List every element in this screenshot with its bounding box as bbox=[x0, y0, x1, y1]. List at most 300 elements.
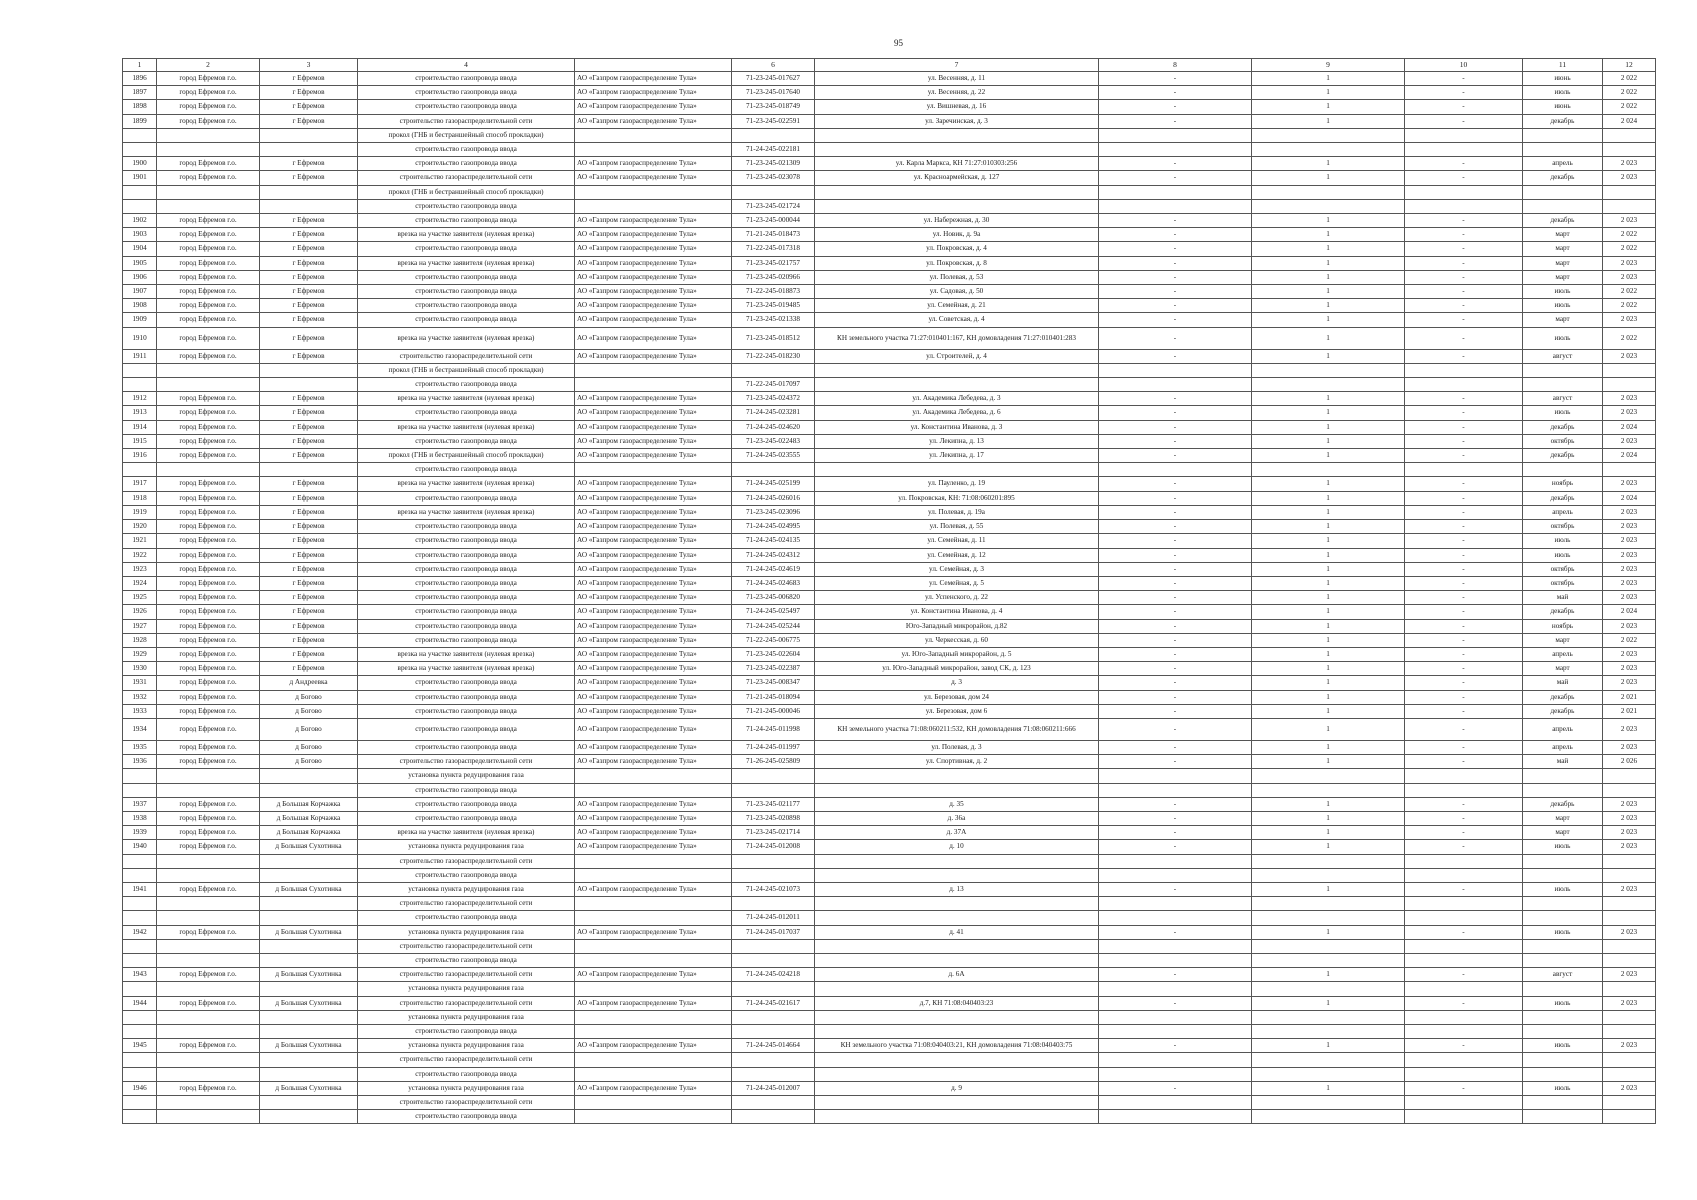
locality-cell bbox=[260, 463, 358, 477]
address-cell: ул. Новик, д. 9а bbox=[815, 228, 1099, 242]
col9-cell: 1 bbox=[1252, 520, 1405, 534]
col10-cell: - bbox=[1405, 214, 1523, 228]
organization-cell: АО «Газпром газораспределение Тула» bbox=[575, 548, 732, 562]
address-cell: ул. Набережная, д. 30 bbox=[815, 214, 1099, 228]
year-cell bbox=[1603, 378, 1656, 392]
table-row bbox=[123, 826, 1656, 840]
row-number-cell: 1944 bbox=[123, 996, 157, 1010]
locality-cell: г Ефремов bbox=[260, 157, 358, 171]
code-cell: 71-24-245-024218 bbox=[732, 968, 815, 982]
col8-cell bbox=[1099, 463, 1252, 477]
month-cell: июль bbox=[1523, 285, 1603, 299]
row-number-cell: 1921 bbox=[123, 534, 157, 548]
organization-cell: АО «Газпром газораспределение Тула» bbox=[575, 72, 732, 86]
code-cell: 71-23-245-018512 bbox=[732, 327, 815, 349]
table-row bbox=[123, 797, 1656, 811]
locality-cell: г Ефремов bbox=[260, 591, 358, 605]
col8-cell: - bbox=[1099, 755, 1252, 769]
col8-cell: - bbox=[1099, 676, 1252, 690]
work-type-cell: строительство газопровода ввода bbox=[358, 491, 575, 505]
address-cell: д. 6А bbox=[815, 968, 1099, 982]
row-number-cell bbox=[123, 1110, 157, 1124]
municipality-cell: город Ефремов г.о. bbox=[157, 605, 260, 619]
municipality-cell: город Ефремов г.о. bbox=[157, 299, 260, 313]
col9-cell bbox=[1252, 185, 1405, 199]
month-cell bbox=[1523, 463, 1603, 477]
organization-cell: АО «Газпром газораспределение Тула» bbox=[575, 797, 732, 811]
organization-cell: АО «Газпром газораспределение Тула» bbox=[575, 662, 732, 676]
table-row bbox=[123, 270, 1656, 284]
year-cell: 2 023 bbox=[1603, 1039, 1656, 1053]
work-type-cell: строительство газопровода ввода bbox=[358, 299, 575, 313]
year-cell: 2 023 bbox=[1603, 647, 1656, 661]
table-row bbox=[123, 840, 1656, 854]
row-number-cell bbox=[123, 868, 157, 882]
month-cell: май bbox=[1523, 591, 1603, 605]
month-cell: август bbox=[1523, 392, 1603, 406]
month-cell: апрель bbox=[1523, 740, 1603, 754]
col8-cell: - bbox=[1099, 591, 1252, 605]
col8-cell: - bbox=[1099, 313, 1252, 327]
address-cell: ул. Березовая, дом 24 bbox=[815, 690, 1099, 704]
col8-cell: - bbox=[1099, 285, 1252, 299]
organization-cell bbox=[575, 783, 732, 797]
table-row bbox=[123, 199, 1656, 213]
code-cell bbox=[732, 1025, 815, 1039]
municipality-cell: город Ефремов г.о. bbox=[157, 662, 260, 676]
code-cell bbox=[732, 939, 815, 953]
column-header: 12 bbox=[1603, 59, 1656, 72]
locality-cell: г Ефремов bbox=[260, 449, 358, 463]
col10-cell bbox=[1405, 199, 1523, 213]
table-row bbox=[123, 128, 1656, 142]
col10-cell: - bbox=[1405, 313, 1523, 327]
year-cell: 2 023 bbox=[1603, 313, 1656, 327]
code-cell: 71-21-245-018094 bbox=[732, 690, 815, 704]
code-cell: 71-24-245-024683 bbox=[732, 576, 815, 590]
work-type-cell: строительство газопровода ввода bbox=[358, 619, 575, 633]
work-type-cell: установка пункта редуцирования газа bbox=[358, 840, 575, 854]
table-row bbox=[123, 968, 1656, 982]
code-cell: 71-24-245-025497 bbox=[732, 605, 815, 619]
col9-cell: 1 bbox=[1252, 633, 1405, 647]
month-cell bbox=[1523, 854, 1603, 868]
locality-cell: д Андреевка bbox=[260, 676, 358, 690]
month-cell bbox=[1523, 128, 1603, 142]
code-cell: 71-23-245-006820 bbox=[732, 591, 815, 605]
col10-cell: - bbox=[1405, 548, 1523, 562]
locality-cell: д Большая Сухотинка bbox=[260, 996, 358, 1010]
table-row bbox=[123, 647, 1656, 661]
col9-cell: 1 bbox=[1252, 256, 1405, 270]
year-cell bbox=[1603, 897, 1656, 911]
work-type-cell: прокол (ГНБ и бестраншейный способ прокладки) bbox=[358, 363, 575, 377]
year-cell bbox=[1603, 1110, 1656, 1124]
col10-cell bbox=[1405, 143, 1523, 157]
row-number-cell: 1900 bbox=[123, 157, 157, 171]
year-cell: 2 023 bbox=[1603, 996, 1656, 1010]
row-number-cell: 1909 bbox=[123, 313, 157, 327]
address-cell: ул. Семейная, д. 12 bbox=[815, 548, 1099, 562]
row-number-cell: 1899 bbox=[123, 114, 157, 128]
locality-cell bbox=[260, 854, 358, 868]
locality-cell: г Ефремов bbox=[260, 114, 358, 128]
col8-cell: - bbox=[1099, 505, 1252, 519]
code-cell bbox=[732, 897, 815, 911]
col8-cell: - bbox=[1099, 406, 1252, 420]
row-number-cell bbox=[123, 1067, 157, 1081]
table-row bbox=[123, 143, 1656, 157]
month-cell: декабрь bbox=[1523, 171, 1603, 185]
organization-cell: АО «Газпром газораспределение Тула» bbox=[575, 242, 732, 256]
col9-cell: 1 bbox=[1252, 491, 1405, 505]
col8-cell: - bbox=[1099, 1081, 1252, 1095]
col10-cell: - bbox=[1405, 349, 1523, 363]
col9-cell: 1 bbox=[1252, 996, 1405, 1010]
table-row bbox=[123, 349, 1656, 363]
address-cell: ул. Полевая, д. 19а bbox=[815, 505, 1099, 519]
column-header: 2 bbox=[157, 59, 260, 72]
municipality-cell: город Ефремов г.о. bbox=[157, 840, 260, 854]
code-cell: 71-24-245-024995 bbox=[732, 520, 815, 534]
year-cell: 2 023 bbox=[1603, 270, 1656, 284]
row-number-cell: 1933 bbox=[123, 704, 157, 718]
col10-cell bbox=[1405, 1067, 1523, 1081]
locality-cell: г Ефремов bbox=[260, 242, 358, 256]
work-type-cell: строительство газопровода ввода bbox=[358, 313, 575, 327]
table-row bbox=[123, 605, 1656, 619]
row-number-cell: 1904 bbox=[123, 242, 157, 256]
work-type-cell: врезка на участке заявителя (нулевая врезка) bbox=[358, 826, 575, 840]
table-row bbox=[123, 911, 1656, 925]
col10-cell: - bbox=[1405, 171, 1523, 185]
code-cell: 71-22-245-018873 bbox=[732, 285, 815, 299]
code-cell: 71-24-245-017037 bbox=[732, 925, 815, 939]
month-cell bbox=[1523, 185, 1603, 199]
col8-cell: - bbox=[1099, 826, 1252, 840]
municipality-cell bbox=[157, 1025, 260, 1039]
organization-cell: АО «Газпром газораспределение Тула» bbox=[575, 392, 732, 406]
address-cell: ул. Академика Лебедева, д. 3 bbox=[815, 392, 1099, 406]
year-cell bbox=[1603, 1067, 1656, 1081]
municipality-cell: город Ефремов г.о. bbox=[157, 171, 260, 185]
col10-cell bbox=[1405, 911, 1523, 925]
work-type-cell: строительство газопровода ввода bbox=[358, 100, 575, 114]
municipality-cell: город Ефремов г.о. bbox=[157, 548, 260, 562]
month-cell: июль bbox=[1523, 327, 1603, 349]
month-cell bbox=[1523, 953, 1603, 967]
col9-cell: 1 bbox=[1252, 605, 1405, 619]
col8-cell: - bbox=[1099, 270, 1252, 284]
col10-cell bbox=[1405, 128, 1523, 142]
locality-cell: г Ефремов bbox=[260, 491, 358, 505]
col9-cell bbox=[1252, 1096, 1405, 1110]
col9-cell bbox=[1252, 1067, 1405, 1081]
row-number-cell: 1922 bbox=[123, 548, 157, 562]
code-cell: 71-22-245-018230 bbox=[732, 349, 815, 363]
municipality-cell: город Ефремов г.о. bbox=[157, 633, 260, 647]
month-cell bbox=[1523, 911, 1603, 925]
col8-cell: - bbox=[1099, 662, 1252, 676]
col8-cell: - bbox=[1099, 520, 1252, 534]
year-cell bbox=[1603, 982, 1656, 996]
col9-cell bbox=[1252, 911, 1405, 925]
year-cell bbox=[1603, 363, 1656, 377]
col10-cell: - bbox=[1405, 256, 1523, 270]
year-cell: 2 023 bbox=[1603, 662, 1656, 676]
code-cell: 71-23-245-021338 bbox=[732, 313, 815, 327]
table-row bbox=[123, 755, 1656, 769]
work-type-cell: строительство газопровода ввода bbox=[358, 72, 575, 86]
municipality-cell: город Ефремов г.о. bbox=[157, 327, 260, 349]
col8-cell: - bbox=[1099, 242, 1252, 256]
col9-cell: 1 bbox=[1252, 171, 1405, 185]
month-cell: март bbox=[1523, 256, 1603, 270]
address-cell: ул. Покровская, КН: 71:08:060201:895 bbox=[815, 491, 1099, 505]
locality-cell bbox=[260, 185, 358, 199]
organization-cell: АО «Газпром газораспределение Тула» bbox=[575, 406, 732, 420]
locality-cell: д Большая Сухотинка bbox=[260, 968, 358, 982]
month-cell: декабрь bbox=[1523, 214, 1603, 228]
col10-cell: - bbox=[1405, 420, 1523, 434]
organization-cell: АО «Газпром газораспределение Тула» bbox=[575, 505, 732, 519]
organization-cell: АО «Газпром газораспределение Тула» bbox=[575, 840, 732, 854]
page-number: 95 bbox=[894, 38, 903, 48]
year-cell bbox=[1603, 1025, 1656, 1039]
col9-cell: 1 bbox=[1252, 740, 1405, 754]
address-cell bbox=[815, 1067, 1099, 1081]
organization-cell: АО «Газпром газораспределение Тула» bbox=[575, 811, 732, 825]
col10-cell bbox=[1405, 1025, 1523, 1039]
col8-cell: - bbox=[1099, 840, 1252, 854]
col8-cell: - bbox=[1099, 86, 1252, 100]
work-type-cell: строительство газопровода ввода bbox=[358, 811, 575, 825]
year-cell: 2 023 bbox=[1603, 1081, 1656, 1095]
locality-cell: г Ефремов bbox=[260, 420, 358, 434]
column-header: 10 bbox=[1405, 59, 1523, 72]
address-cell: ул. Полевая, д. 55 bbox=[815, 520, 1099, 534]
col10-cell: - bbox=[1405, 299, 1523, 313]
col8-cell bbox=[1099, 363, 1252, 377]
col9-cell: 1 bbox=[1252, 755, 1405, 769]
locality-cell: г Ефремов bbox=[260, 313, 358, 327]
year-cell: 2 023 bbox=[1603, 256, 1656, 270]
year-cell: 2 023 bbox=[1603, 718, 1656, 740]
month-cell bbox=[1523, 363, 1603, 377]
organization-cell: АО «Газпром газораспределение Тула» bbox=[575, 576, 732, 590]
municipality-cell: город Ефремов г.о. bbox=[157, 86, 260, 100]
row-number-cell: 1916 bbox=[123, 449, 157, 463]
municipality-cell: город Ефремов г.о. bbox=[157, 228, 260, 242]
code-cell: 71-24-245-023281 bbox=[732, 406, 815, 420]
row-number-cell: 1913 bbox=[123, 406, 157, 420]
organization-cell: АО «Газпром газораспределение Тула» bbox=[575, 327, 732, 349]
row-number-cell: 1902 bbox=[123, 214, 157, 228]
row-number-cell: 1919 bbox=[123, 505, 157, 519]
month-cell: март bbox=[1523, 633, 1603, 647]
table-row bbox=[123, 619, 1656, 633]
municipality-cell: город Ефремов г.о. bbox=[157, 968, 260, 982]
municipality-cell bbox=[157, 783, 260, 797]
work-type-cell: строительство газораспределительной сети bbox=[358, 114, 575, 128]
code-cell: 71-23-245-022387 bbox=[732, 662, 815, 676]
locality-cell: д Большая Сухотинка bbox=[260, 882, 358, 896]
municipality-cell bbox=[157, 143, 260, 157]
column-header: 9 bbox=[1252, 59, 1405, 72]
col10-cell: - bbox=[1405, 619, 1523, 633]
organization-cell bbox=[575, 199, 732, 213]
table-row bbox=[123, 463, 1656, 477]
code-cell: 71-23-245-021757 bbox=[732, 256, 815, 270]
year-cell: 2 024 bbox=[1603, 420, 1656, 434]
locality-cell: г Ефремов bbox=[260, 647, 358, 661]
organization-cell bbox=[575, 1110, 732, 1124]
work-type-cell: строительство газораспределительной сети bbox=[358, 968, 575, 982]
row-number-cell: 1931 bbox=[123, 676, 157, 690]
work-type-cell: строительство газопровода ввода bbox=[358, 285, 575, 299]
municipality-cell: город Ефремов г.о. bbox=[157, 406, 260, 420]
year-cell bbox=[1603, 1053, 1656, 1067]
municipality-cell: город Ефремов г.о. bbox=[157, 285, 260, 299]
col9-cell: 1 bbox=[1252, 420, 1405, 434]
work-type-cell: прокол (ГНБ и бестраншейный способ прокладки) bbox=[358, 185, 575, 199]
address-cell: ул. Весенняя, д. 11 bbox=[815, 72, 1099, 86]
address-cell: ул. Садовая, д. 50 bbox=[815, 285, 1099, 299]
address-cell: д. 36а bbox=[815, 811, 1099, 825]
municipality-cell: город Ефремов г.о. bbox=[157, 214, 260, 228]
code-cell bbox=[732, 953, 815, 967]
col10-cell bbox=[1405, 378, 1523, 392]
month-cell: декабрь bbox=[1523, 449, 1603, 463]
organization-cell bbox=[575, 185, 732, 199]
table-row bbox=[123, 576, 1656, 590]
col10-cell: - bbox=[1405, 228, 1523, 242]
data-table bbox=[122, 58, 1656, 1124]
table-row bbox=[123, 854, 1656, 868]
month-cell: март bbox=[1523, 811, 1603, 825]
table-row bbox=[123, 242, 1656, 256]
row-number-cell: 1943 bbox=[123, 968, 157, 982]
col9-cell: 1 bbox=[1252, 562, 1405, 576]
month-cell: июнь bbox=[1523, 72, 1603, 86]
locality-cell bbox=[260, 783, 358, 797]
code-cell: 71-24-245-025244 bbox=[732, 619, 815, 633]
col8-cell: - bbox=[1099, 996, 1252, 1010]
year-cell: 2 024 bbox=[1603, 491, 1656, 505]
municipality-cell: город Ефремов г.о. bbox=[157, 925, 260, 939]
code-cell: 71-24-245-012011 bbox=[732, 911, 815, 925]
locality-cell bbox=[260, 363, 358, 377]
code-cell: 71-24-245-021073 bbox=[732, 882, 815, 896]
organization-cell: АО «Газпром газораспределение Тула» bbox=[575, 491, 732, 505]
table-row bbox=[123, 86, 1656, 100]
work-type-cell: строительство газопровода ввода bbox=[358, 783, 575, 797]
col10-cell bbox=[1405, 868, 1523, 882]
col10-cell bbox=[1405, 363, 1523, 377]
locality-cell bbox=[260, 1067, 358, 1081]
col9-cell: 1 bbox=[1252, 676, 1405, 690]
organization-cell: АО «Газпром газораспределение Тула» bbox=[575, 619, 732, 633]
code-cell: 71-23-245-008347 bbox=[732, 676, 815, 690]
locality-cell: д Богово bbox=[260, 718, 358, 740]
row-number-cell: 1937 bbox=[123, 797, 157, 811]
col10-cell: - bbox=[1405, 755, 1523, 769]
work-type-cell: установка пункта редуцирования газа bbox=[358, 925, 575, 939]
municipality-cell: город Ефремов г.о. bbox=[157, 270, 260, 284]
municipality-cell: город Ефремов г.о. bbox=[157, 718, 260, 740]
code-cell: 71-21-245-000046 bbox=[732, 704, 815, 718]
table-row bbox=[123, 214, 1656, 228]
table-row bbox=[123, 100, 1656, 114]
col9-cell: 1 bbox=[1252, 327, 1405, 349]
locality-cell: д Богово bbox=[260, 755, 358, 769]
work-type-cell: прокол (ГНБ и бестраншейный способ прокладки) bbox=[358, 449, 575, 463]
table-row bbox=[123, 534, 1656, 548]
row-number-cell: 1936 bbox=[123, 755, 157, 769]
col9-cell: 1 bbox=[1252, 548, 1405, 562]
address-cell bbox=[815, 185, 1099, 199]
organization-cell: АО «Газпром газораспределение Тула» bbox=[575, 256, 732, 270]
col8-cell bbox=[1099, 854, 1252, 868]
organization-cell: АО «Газпром газораспределение Тула» bbox=[575, 826, 732, 840]
col10-cell bbox=[1405, 854, 1523, 868]
year-cell bbox=[1603, 185, 1656, 199]
address-cell bbox=[815, 897, 1099, 911]
municipality-cell: город Ефремов г.о. bbox=[157, 647, 260, 661]
table-row bbox=[123, 704, 1656, 718]
col9-cell: 1 bbox=[1252, 591, 1405, 605]
year-cell bbox=[1603, 769, 1656, 783]
col8-cell: - bbox=[1099, 327, 1252, 349]
year-cell: 2 023 bbox=[1603, 882, 1656, 896]
month-cell: июль bbox=[1523, 406, 1603, 420]
organization-cell: АО «Газпром газораспределение Тула» bbox=[575, 270, 732, 284]
col8-cell: - bbox=[1099, 214, 1252, 228]
code-cell bbox=[732, 1067, 815, 1081]
address-cell: КН земельного участка 71:08:040403:21, КН домовладения 71:08:040403:75 bbox=[815, 1039, 1099, 1053]
work-type-cell: строительство газопровода ввода bbox=[358, 633, 575, 647]
municipality-cell bbox=[157, 868, 260, 882]
code-cell bbox=[732, 1110, 815, 1124]
col8-cell: - bbox=[1099, 704, 1252, 718]
col10-cell bbox=[1405, 1010, 1523, 1024]
col9-cell: 1 bbox=[1252, 242, 1405, 256]
year-cell: 2 022 bbox=[1603, 285, 1656, 299]
col10-cell: - bbox=[1405, 633, 1523, 647]
work-type-cell: врезка на участке заявителя (нулевая врезка) bbox=[358, 505, 575, 519]
col8-cell: - bbox=[1099, 619, 1252, 633]
work-type-cell: строительство газопровода ввода bbox=[358, 1110, 575, 1124]
code-cell bbox=[732, 868, 815, 882]
month-cell: июль bbox=[1523, 1039, 1603, 1053]
col9-cell: 1 bbox=[1252, 157, 1405, 171]
organization-cell bbox=[575, 143, 732, 157]
work-type-cell: строительство газораспределительной сети bbox=[358, 1053, 575, 1067]
year-cell bbox=[1603, 783, 1656, 797]
col8-cell: - bbox=[1099, 925, 1252, 939]
work-type-cell: строительство газопровода ввода bbox=[358, 157, 575, 171]
month-cell: декабрь bbox=[1523, 704, 1603, 718]
locality-cell: г Ефремов bbox=[260, 100, 358, 114]
col10-cell: - bbox=[1405, 449, 1523, 463]
work-type-cell: врезка на участке заявителя (нулевая врезка) bbox=[358, 662, 575, 676]
col9-cell: 1 bbox=[1252, 477, 1405, 491]
address-cell: ул. Успенского, д. 22 bbox=[815, 591, 1099, 605]
locality-cell: г Ефремов bbox=[260, 534, 358, 548]
month-cell bbox=[1523, 1053, 1603, 1067]
row-number-cell: 1927 bbox=[123, 619, 157, 633]
row-number-cell bbox=[123, 939, 157, 953]
